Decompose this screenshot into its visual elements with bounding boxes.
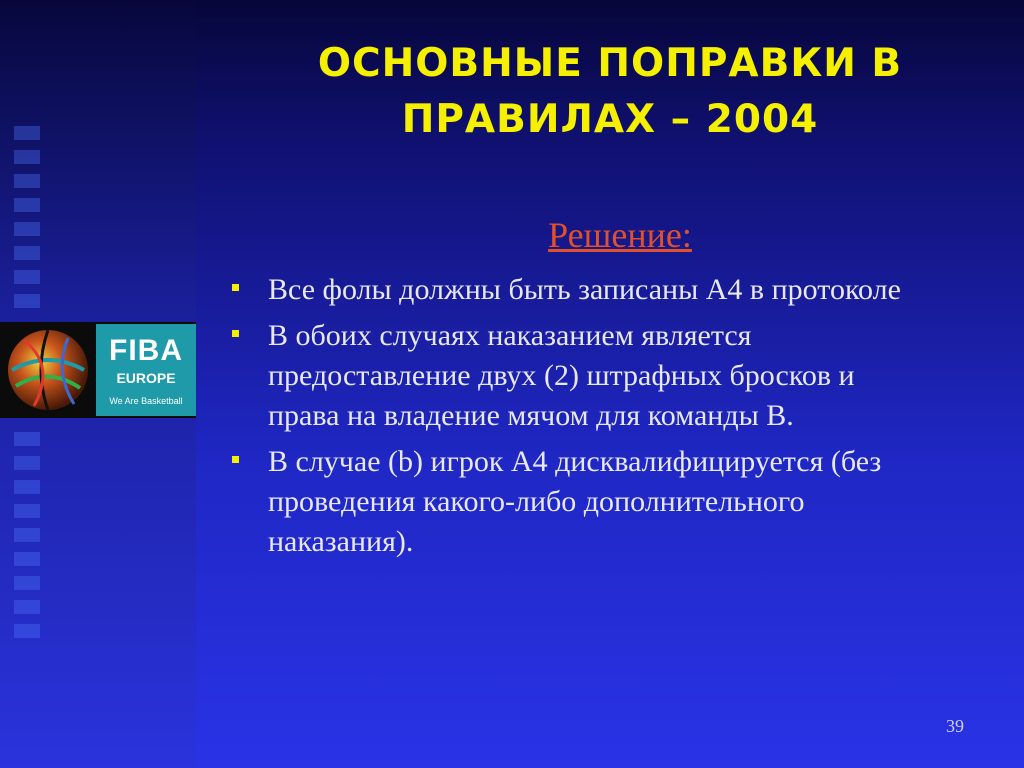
logo-tagline: We Are Basketball	[109, 396, 183, 406]
bullet-line: права на владение мячом для команды В.	[268, 399, 794, 432]
bullet-list	[228, 270, 1008, 568]
decorative-square	[14, 456, 40, 470]
decorative-square	[14, 600, 40, 614]
decorative-square	[14, 246, 40, 260]
decorative-square	[14, 222, 40, 236]
bullet-line: В случае (b) игрок А4 дисквалифицируется (без	[268, 445, 882, 478]
bullet-square-icon	[232, 330, 239, 337]
title-line-1: ОСНОВНЫЕ ПОПРАВКИ В	[317, 41, 903, 86]
decorative-square	[14, 624, 40, 638]
decorative-square	[14, 552, 40, 566]
decorative-square	[14, 270, 40, 284]
bullet-item	[228, 270, 1008, 310]
bullet-line: Все фолы должны быть записаны А4 в протоколе	[268, 273, 901, 306]
decorative-square	[14, 432, 40, 446]
decorative-square	[14, 528, 40, 542]
decorative-square	[14, 198, 40, 212]
bullet-line: предоставление двух (2) штрафных бросков и	[268, 359, 855, 392]
europe-wordmark: EUROPE	[116, 370, 176, 386]
decorative-square	[14, 504, 40, 518]
bullet-line: проведения какого-либо дополнительного	[268, 485, 805, 518]
bullet-square-icon	[232, 456, 239, 463]
solution-heading: Решение:	[548, 215, 692, 255]
decorative-square	[14, 126, 40, 140]
bullet-line: В обоих случаях наказанием является	[268, 319, 752, 352]
decorative-square	[14, 174, 40, 188]
decorative-square	[14, 576, 40, 590]
bullet-text	[268, 270, 1008, 310]
bullet-square-icon	[232, 284, 239, 291]
decorative-square	[14, 480, 40, 494]
bullet-text	[268, 316, 1008, 436]
fiba-europe-logo	[0, 322, 196, 418]
bullet-item	[228, 442, 1008, 562]
bullet-line: наказания).	[268, 525, 414, 558]
bullet-text	[268, 442, 1008, 562]
fiba-wordmark: FIBA	[109, 334, 183, 367]
fiba-europe-box	[96, 324, 196, 416]
decorative-square	[14, 294, 40, 308]
slide-title	[220, 36, 1000, 148]
basketball-icon	[4, 326, 92, 414]
decorative-square	[14, 150, 40, 164]
bullet-item	[228, 316, 1008, 436]
title-line-2: ПРАВИЛАХ – 2004	[401, 97, 819, 142]
page-number: 39	[946, 716, 964, 736]
